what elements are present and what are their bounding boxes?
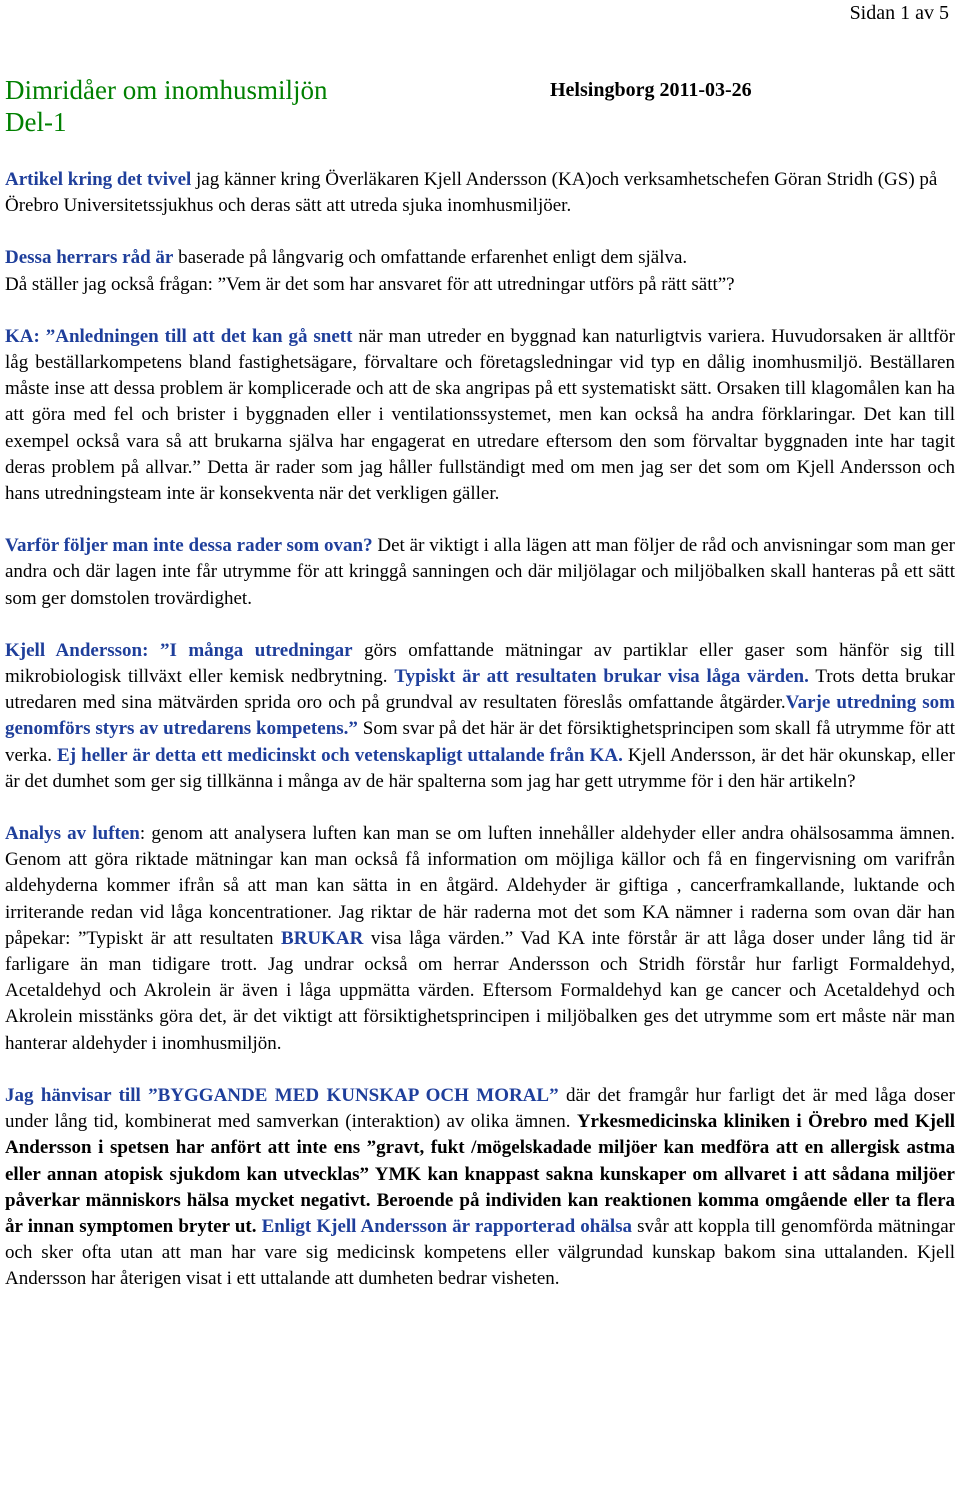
reference-bold: Yrkesmedicinska kliniken i Örebro med Kjell Andersson i spetsen har anfört att inte ens ”gravt, fukt /mögelskadade miljöer kan medföra att en allergisk astma eller annan atopisk sjukdom kan utvecklas” YMK kan knappast sakna kunskaper om allvaret i att sådana miljöer påverkar människors hälsa mycket negativt. Beroende på individen kan reaktionen komma omgående eller ta flera år innan symptomen bryter ut. — [5, 1111, 956, 1237]
intro-lead: Artikel kring det tvivel — [5, 169, 192, 190]
measurements-highlight-1: Typiskt är att resultaten brukar visa låga värden. — [394, 666, 809, 688]
measurements-highlight-2: Varje utredning som genomförs styrs av utredarens kompetens.” — [5, 692, 955, 740]
reference-lead: Jag hänvisar till ”BYGGANDE MED KUNSKAP OCH MORAL” — [5, 1084, 559, 1106]
intro-text: jag känner kring Överläkaren Kjell Andersson (KA)och verksamhetschefen Göran Stridh (GS) på Örebro Universitetssjukhus och deras sätt att utreda sjuka inomhusmiljöer. — [5, 169, 938, 217]
measurements-lead: Kjell Andersson: ”I många utredningar — [5, 639, 353, 661]
ka-quote-text: när man utreder en byggnad kan naturligtvis variera. Huvudorsaken är alltför låg beställarkompetens bland fastighetsägare, förvaltare och företagsledningar vid typ en dålig inomhusmiljö. Beställaren måste inse att dessa problem är komplicerade och att de ska angripas på ett systematiskt sätt. Orsaken till klagomålen kan ha att göra med fel och brister i byggnaden eller i ventilationssystemet, men kan också ha andra förklaringar. Det kan till exempel också vara så att brukarna själva har engagerat en utredare eftersom den som förvaltar byggnaden inte har tagit deras problem på allvar.” Detta är rader som jag håller fullständigt med om men jag ser det som om Kjell Andersson och hans utredningsteam inte är konsekventa när det verkligen gäller. — [5, 325, 955, 505]
article-body — [5, 167, 955, 1293]
paragraph-why — [5, 533, 955, 612]
paragraph-intro — [5, 167, 955, 219]
measurements-text-2: Trots detta brukar utredaren med sina mätvärden sprida oro och på grundval av resultaten föreslås omfattande åtgärder. — [5, 666, 955, 714]
measurements-text-4: Kjell Andersson, är det här okunskap, eller är det dumhet som ger sig tillkänna i många av de här spalterna som jag har gett utrymme för i den här artikeln? — [5, 744, 955, 792]
paragraph-air-analysis — [5, 821, 955, 1057]
paragraph-reference — [5, 1083, 955, 1293]
why-text: Det är viktigt i alla lägen att man följer de råd och anvisningar som man ger andra och där lagen inte får utrymme för att kringgå sanningen och där miljölagar och miljöbalken skall hanteras på ett sätt som ger domstolen trovärdighet. — [5, 535, 955, 609]
paragraph-ka-quote — [5, 324, 955, 507]
measurements-text-1: görs omfattande mätningar av partiklar eller gaser som hänför sig till mikrobiologisk tillväxt eller kemisk nedbrytning. — [5, 639, 955, 688]
document-title — [5, 74, 327, 138]
why-lead: Varför följer man inte dessa rader som ovan? — [5, 535, 373, 557]
air-analysis-text-1: : genom att analysera luften kan man se om luften innehåller aldehyder eller andra ohälsosamma ämnen. Genom att göra riktade mätningar kan man också få information om möjliga källor och få en fingervisning om varifrån aldehyderna kommer ifrån så att man kan sätta in en åtgärd. Aldehyder är giftiga , cancerframkallande, luktande och irriterande redan vid låga koncentrationer. Jag riktar de här raderna mot det som KA nämner i raderna som ovan där han påpekar: ”Typiskt är att resultaten — [5, 823, 956, 949]
air-analysis-highlight: BRUKAR — [281, 927, 364, 949]
air-analysis-text-2: visa låga värden.” Vad KA inte förstår är att låga doser under lång tid är farligare än man tidigare trott. Jag undrar också om herrar Andersson och Stridh förstår hur farligt Formaldehyd, Acetaldehyd och Akrolein är även i låga uppmätta värden. Eftersom Formaldehyd kan ge cancer och Acetaldehyd och Akrolein misstänks göra det, är det viktigt att försiktighetsprincipen i miljöbalken ges det utrymme som ert måste när man hanterar aldehyder i inomhusmiljön. — [5, 927, 955, 1054]
measurements-text-3: Som svar på det här är det försiktighetsprincipen som skall få utrymme för att verka. — [5, 718, 955, 766]
ka-quote-lead: KA: ”Anledningen till att det kan gå snett — [5, 325, 353, 347]
measurements-highlight-3: Ej heller är detta ett medicinskt och vetenskapligt uttalande från KA. — [57, 744, 623, 766]
title-line-1: Dimridåer om inomhusmiljön — [5, 75, 328, 105]
advice-text: baserade på långvarig och omfattande erfarenhet enligt dem själva. — [173, 247, 688, 269]
title-line-2: Del-1 — [5, 107, 67, 137]
location-date: Helsingborg 2011-03-26 — [550, 79, 752, 101]
paragraph-advice — [5, 245, 955, 297]
reference-text-2: svår att koppla till genomförda mätningar och sker ofta utan att man har vare sig medicinsk kompetens eller välgrundad kunskap bakom sina uttalanden. Kjell Andersson har återigen visat i ett uttalande att dumheten bedrar visheten. — [5, 1215, 956, 1290]
paragraph-measurements — [5, 638, 955, 795]
reference-text-1: där det framgår hur farligt det är med låga doser under lång tid, kombinerat med samverkan (interaktion) av olika ämnen. — [5, 1084, 955, 1133]
reference-highlight: Enligt Kjell Andersson är rapporterad ohälsa — [261, 1215, 633, 1237]
air-analysis-lead: Analys av luften — [5, 823, 140, 845]
page-number: Sidan 1 av 5 — [849, 2, 949, 24]
advice-lead: Dessa herrars råd är — [5, 247, 174, 269]
advice-question: Då ställer jag också frågan: ”Vem är det som har ansvaret för att utredningar utförs på rätt sätt”? — [5, 273, 735, 295]
